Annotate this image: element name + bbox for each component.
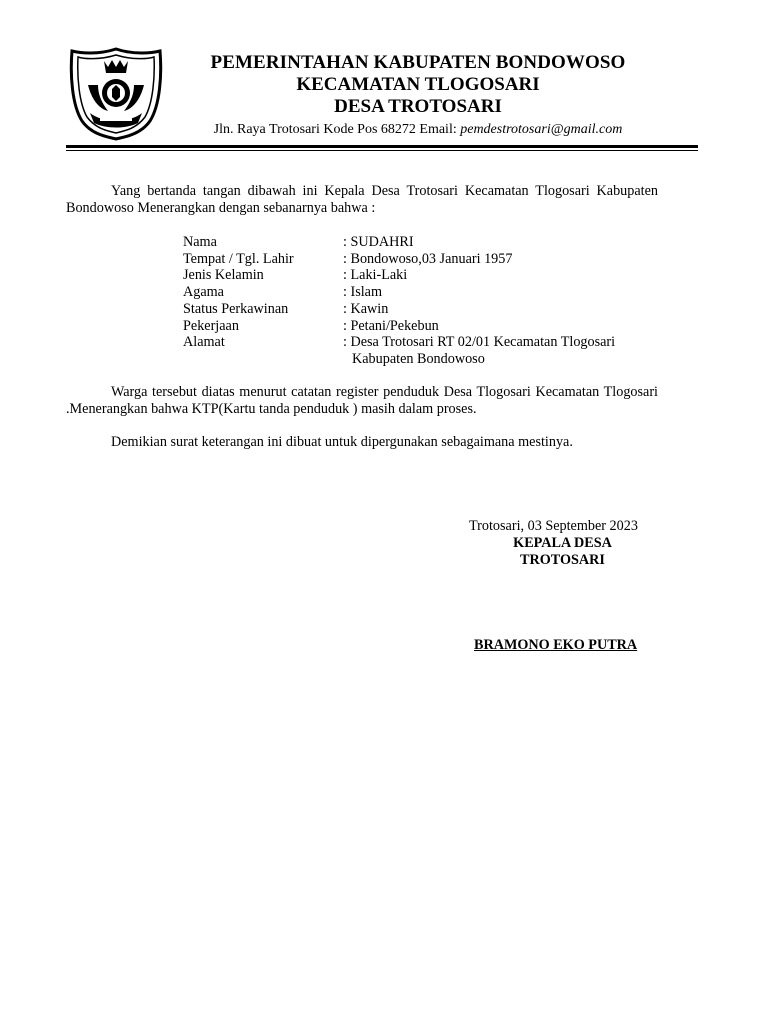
field-value: : Laki-Laki <box>343 267 408 284</box>
field-label: Alamat <box>183 334 225 351</box>
identity-fields <box>183 234 672 368</box>
letterhead <box>170 52 666 140</box>
field-label: Agama <box>183 284 224 301</box>
field-row-continuation <box>183 351 672 368</box>
field-row <box>183 334 672 351</box>
header-divider-thin <box>66 150 698 151</box>
intro-text: Yang bertanda tangan dibawah ini Kepala Desa Trotosari Kecamatan Tlogosari Kabupaten Bondowoso Menerangkan dengan sebanarnya bahwa : <box>66 183 658 216</box>
letterhead-address <box>170 120 666 140</box>
statement-paragraph <box>66 384 658 417</box>
field-value: : Bondowoso,03 Januari 1957 <box>343 250 513 267</box>
email-address: pemdestrotosari@gmail.com <box>460 122 623 137</box>
field-label: Tempat / Tgl. Lahir <box>183 250 294 267</box>
field-value: : Kawin <box>343 300 389 317</box>
field-value: : SUDAHRI <box>343 234 414 250</box>
field-label: Nama <box>183 234 217 250</box>
address-continuation: Kabupaten Bondowoso <box>352 350 485 367</box>
field-row <box>183 234 672 251</box>
header-divider-thick <box>66 145 698 148</box>
field-row <box>183 251 672 268</box>
village-title: DESA TROTOSARI <box>334 96 502 117</box>
statement-text: Warga tersebut diatas menurut catatan register penduduk Desa Tlogosari Kecamatan Tlogosari .Menerangkan bahwa KTP(Kartu tanda penduduk ) masih dalam proses. <box>66 384 658 417</box>
field-row <box>183 284 672 301</box>
signatory-title: KEPALA DESA <box>513 535 612 551</box>
address-text: Jln. Raya Trotosari Kode Pos 68272 Email: <box>213 122 461 137</box>
closing-paragraph: Demikian surat keterangan ini dibuat untuk dipergunakan sebagaimana mestinya. <box>111 434 573 450</box>
field-label: Status Perkawinan <box>183 300 289 317</box>
field-label: Pekerjaan <box>183 317 239 334</box>
field-row <box>183 301 672 318</box>
field-value: : Petani/Pekebun <box>343 317 439 334</box>
district-title: KECAMATAN TLOGOSARI <box>296 74 540 95</box>
field-value: : Islam <box>343 284 383 301</box>
field-row <box>183 267 672 284</box>
field-value: : Desa Trotosari RT 02/01 Kecamatan Tlogosari <box>343 334 616 351</box>
regency-crest-icon <box>68 45 164 141</box>
signatory-name: BRAMONO EKO PUTRA <box>474 637 638 653</box>
government-title: PEMERINTAHAN KABUPATEN BONDOWOSO <box>210 52 626 73</box>
field-row <box>183 318 672 335</box>
intro-paragraph <box>66 183 658 216</box>
place-date: Trotosari, 03 September 2023 <box>469 518 638 534</box>
field-label: Jenis Kelamin <box>183 267 264 284</box>
signatory-village: TROTOSARI <box>520 552 605 568</box>
